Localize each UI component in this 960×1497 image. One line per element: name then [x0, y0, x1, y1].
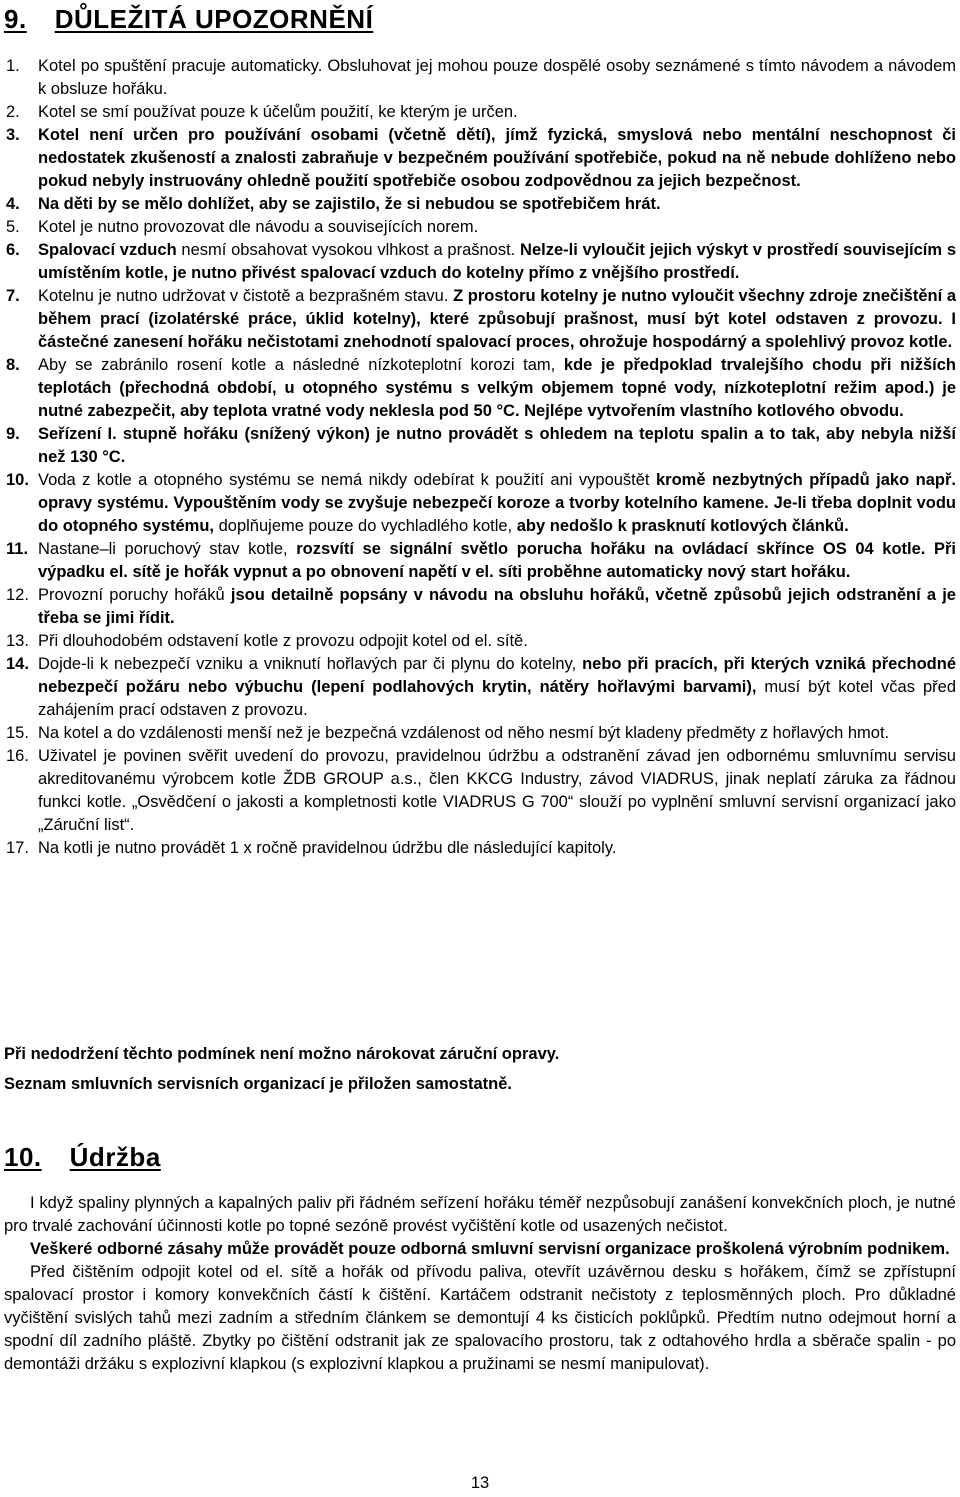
list-item-text	[38, 584, 956, 630]
list-item-text	[38, 722, 956, 745]
list-item	[6, 239, 956, 285]
section-10-number: 10.	[4, 1142, 42, 1172]
list-item-text	[38, 469, 956, 538]
list-item-text	[38, 745, 956, 837]
list-item-number: 14.	[6, 655, 29, 673]
warranty-notice: Při nedodržení těchto podmínek není možno nárokovat záruční opravy.	[4, 1045, 560, 1063]
section-9-number: 9.	[4, 4, 27, 34]
text-run: aby nedošlo k prasknutí kotlových článků.	[516, 517, 849, 535]
list-item-number: 5.	[6, 218, 20, 236]
list-item	[6, 101, 956, 124]
text-run: nebo při pracích, při kterých vzniká přechodné nebezpečí požáru nebo výbuchu (lepení podlahových krytin, nátěry hořlavými barvami),	[38, 655, 957, 696]
maintenance-paragraph	[4, 1192, 956, 1238]
list-item	[6, 193, 956, 216]
list-item-text	[38, 55, 956, 101]
text-run: nesmí obsahovat vysokou vlhkost a prašnost.	[176, 241, 521, 259]
warning-list	[6, 55, 956, 860]
section-9-heading	[4, 4, 373, 35]
list-item-text	[38, 239, 956, 285]
list-item	[6, 745, 956, 837]
list-item-number: 7.	[6, 287, 20, 305]
maintenance-paragraph	[4, 1261, 956, 1376]
list-item	[6, 653, 956, 722]
list-item-text	[38, 653, 956, 722]
section-10-title: Údržba	[69, 1142, 161, 1172]
list-item-number: 13.	[6, 632, 29, 650]
list-item	[6, 216, 956, 239]
list-item-text	[38, 630, 956, 653]
text-run: Na kotel a do vzdálenosti menší než je bezpečná vzdálenost od něho nesmí být kladeny předměty z hořlavých hmot.	[38, 724, 890, 742]
list-item-text	[38, 538, 956, 584]
section-9-title: DŮLEŽITÁ UPOZORNĚNÍ	[54, 4, 374, 34]
list-item-number: 10.	[6, 471, 29, 489]
list-item-number: 17.	[6, 839, 29, 857]
list-item-number: 8.	[6, 356, 20, 374]
text-run: Aby se zabránilo rosení kotle a následné nízkoteplotní korozi tam,	[38, 356, 564, 374]
list-item-text	[38, 423, 956, 469]
text-run: Před čištěním odpojit kotel od el. sítě a hořák od přívodu paliva, otevřít uzávěrnou desku s hořákem, čímž se zpřístupní spalovací prostor i komory konvekčních částí k čištění. Kartáčem odstranit nečistoty z teplosměnných ploch. Pro důkladné vyčištění svislých tahů mezi zadním a středním článkem se demontují 4 ks čisticích poklůpků. Předtím nutno odejmout horní a spodní díl zadního pláště. Zbytky po čištění odstranit jak ze spalovacího prostoru, tak z odtahového hrdla a sběrače spalin - po demontáži držáku s explozivní klapkou (s explozivní klapkou a pružinami se nesmí manipulovat).	[4, 1263, 956, 1373]
list-item-number: 3.	[6, 126, 20, 144]
maintenance-paragraph	[4, 1238, 956, 1261]
page-number: 13	[470, 1474, 490, 1492]
text-run: doplňujeme pouze do vychladlého kotle,	[214, 517, 517, 535]
text-run: Uživatel je povinen svěřit uvedení do provozu, pravidelnou údržbu a odstranění závad jen odbornému smluvnímu servisu akreditovanému výrobcem kotle ŽDB GROUP a.s., člen KKCG Industry, závod VIADRUS, jinak neplatí záruka za řádnou funkci kotle. „Osvědčení o jakosti a kompletnosti kotle VIADRUS G 700“ slouží po vyplnění smluvní servisní organizací jako „Záruční list“.	[38, 747, 956, 834]
list-item	[6, 538, 956, 584]
list-item-number: 16.	[6, 747, 29, 765]
list-item-text	[38, 101, 956, 124]
text-run: I když spaliny plynných a kapalných paliv při řádném seřízení hořáku téměř nezpůsobují zanášení konvekčních ploch, je nutné pro trvalé zachování účinnosti kotle po topné sezóně provést vyčištění kotle od usazených nečistot.	[4, 1194, 956, 1235]
text-run: jsou detailně popsány v návodu na obsluhu hořáků, včetně způsobů jejich odstranění a je třeba se jimi řídit.	[38, 586, 956, 627]
text-run: Voda z kotle a otopného systému se nemá nikdy odebírat k použití ani vypouštět	[38, 471, 656, 489]
list-item-number: 9.	[6, 425, 20, 443]
list-item-text	[38, 216, 956, 239]
text-run: Při dlouhodobém odstavení kotle z provozu odpojit kotel od el. sítě.	[38, 632, 528, 650]
list-item-number: 11.	[6, 540, 29, 558]
maintenance-text	[4, 1192, 956, 1376]
text-run: Kotel se smí používat pouze k účelům použití, ke kterým je určen.	[38, 103, 518, 121]
list-item-number: 4.	[6, 195, 20, 213]
text-run: Nelze-li vyloučit jejich výskyt v prostředí souvisejícím s umístěním kotle, je nutno přivést spalovací vzduch do kotelny přímo z vnějšího prostředí.	[38, 241, 957, 282]
list-item-text	[38, 285, 956, 354]
list-item-number: 12.	[6, 586, 29, 604]
list-item-number: 15.	[6, 724, 29, 742]
list-item	[6, 630, 956, 653]
list-item	[6, 837, 956, 860]
list-item-text	[38, 837, 956, 860]
list-item-number: 1.	[6, 57, 20, 75]
text-run: Dojde-li k nebezpečí vzniku a vniknutí hořlavých par či plynu do kotelny,	[38, 655, 583, 673]
text-run: Nastane–li poruchový stav kotle,	[38, 540, 297, 558]
text-run: Veškeré odborné zásahy může provádět pouze odborná smluvní servisní organizace proškolená výrobním podnikem.	[30, 1240, 950, 1258]
text-run: Z prostoru kotelny je nutno vyloučit všechny zdroje znečištění a během prací (izolatérské práce, úklid kotelny), které způsobují prašnost, musí být kotel odstaven z provozu. I částečné zanesení hořáku nečistotami znehodnotí spalovací proces, ohrožuje hospodárný a spolehlivý provoz kotle.	[38, 287, 957, 351]
list-item	[6, 55, 956, 101]
list-item	[6, 285, 956, 354]
list-item	[6, 584, 956, 630]
text-run: Seřízení I. stupně hořáku (snížený výkon) je nutno provádět s ohledem na teplotu spalin a to tak, aby nebyla nižší než 130 °C.	[38, 425, 956, 466]
list-item-text	[38, 354, 956, 423]
list-item	[6, 124, 956, 193]
text-run: Kotel není určen pro používání osobami (včetně dětí), jímž fyzická, smyslová nebo mentální neschopnost či nedostatek zkušeností a znalosti zabraňuje v bezpečném používání spotřebiče, pokud na ně nebude dohlíženo nebo pokud nebyly instruovány ohledně použití spotřebiče osobou zodpovědnou za jejich bezpečnost.	[38, 126, 956, 190]
text-run: Kotel po spuštění pracuje automaticky. Obsluhovat jej mohou pouze dospělé osoby seznámené s tímto návodem a návodem k obsluze hořáku.	[38, 57, 956, 98]
text-run: Spalovací vzduch	[38, 241, 177, 259]
list-item-number: 2.	[6, 103, 20, 121]
list-item-number: 6.	[6, 241, 20, 259]
list-item	[6, 469, 956, 538]
text-run: Kotel je nutno provozovat dle návodu a souvisejících norem.	[38, 218, 479, 236]
list-item	[6, 722, 956, 745]
text-run: musí být kotel včas před zahájením prací odstaven z provozu.	[38, 678, 956, 719]
list-item	[6, 354, 956, 423]
section-10-heading	[4, 1142, 161, 1173]
list-item	[6, 423, 956, 469]
list-item-text	[38, 193, 956, 216]
text-run: Na kotli je nutno provádět 1 x ročně pravidelnou údržbu dle následující kapitoly.	[38, 839, 617, 857]
text-run: kde je předpoklad trvalejšího chodu při nižších teplotách (přechodná období, u otopného systému s velkým objemem topné vody, nízkoteplotní režim apod.) je nutné zabezpečit, aby teplota vratné vody neklesla pod 50 °C. Nejlépe vytvořením vlastního kotlového obvodu.	[38, 356, 956, 420]
text-run: Na děti by se mělo dohlížet, aby se zajistilo, že si nebudou se spotřebičem hrát.	[38, 195, 661, 213]
service-list-notice: Seznam smluvních servisních organizací je přiložen samostatně.	[4, 1075, 513, 1093]
list-item-text	[38, 124, 956, 193]
text-run: Provozní poruchy hořáků	[38, 586, 231, 604]
text-run: kromě nezbytných případů jako např. opravy systému. Vypouštěním vody se zvyšuje nebezpečí koroze a tvorby kotelního kamene. Je-li třeba doplnit vodu do otopného systému,	[38, 471, 956, 535]
text-run: rozsvítí se signální světlo porucha hořáku na ovládací skřínce OS 04 kotle. Při výpadku el. sítě je hořák vypnut a po obnovení napětí v el. síti proběhne automaticky nový start hořáku.	[38, 540, 956, 581]
text-run: Kotelnu je nutno udržovat v čistotě a bezprašném stavu.	[38, 287, 454, 305]
